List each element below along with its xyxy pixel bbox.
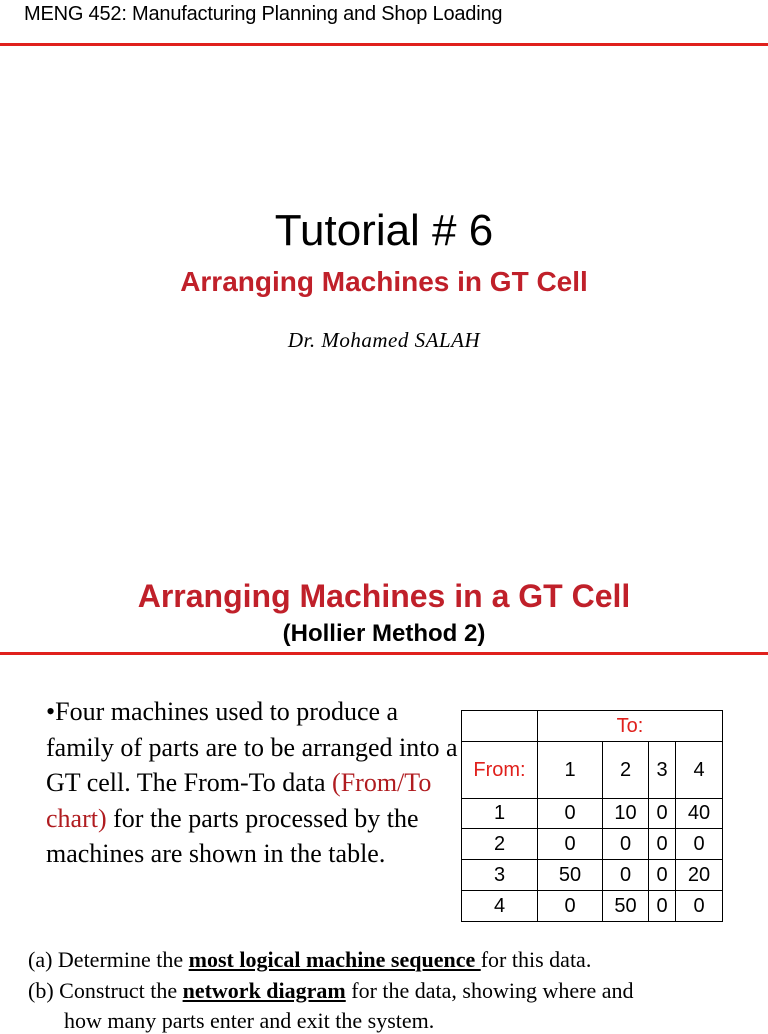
- table-row: [462, 860, 723, 891]
- question-b-keyword: network diagram: [182, 978, 346, 1003]
- table-cell: 0: [649, 860, 676, 891]
- question-b: [28, 978, 634, 1004]
- question-a: [28, 947, 591, 973]
- table-cell: 40: [676, 799, 723, 829]
- column-header: 3: [649, 742, 676, 799]
- question-a-keyword: most logical machine sequence: [188, 947, 481, 972]
- column-header: 4: [676, 742, 723, 799]
- bullet-paragraph: [46, 694, 461, 872]
- table-cell: 20: [676, 860, 723, 891]
- table-row: [462, 829, 723, 860]
- table-cell: 0: [676, 891, 723, 922]
- table-cell: 0: [538, 799, 603, 829]
- column-header: 2: [603, 742, 649, 799]
- table-cell: 0: [538, 829, 603, 860]
- table-row: [462, 799, 723, 829]
- table-cell: 0: [649, 891, 676, 922]
- header-divider: [0, 43, 768, 46]
- slide-subtitle: (Hollier Method 2): [282, 620, 486, 647]
- from-header: From:: [462, 742, 538, 799]
- table-cell: 0: [676, 829, 723, 860]
- from-to-chart-link: (From/To chart): [46, 768, 432, 833]
- bullet-text-start: •Four machines used to produce a family of parts are to be arranged into a GT cell. The From-To data: [46, 697, 458, 797]
- course-header: MENG 452: Manufacturing Planning and Shop Loading: [24, 3, 503, 25]
- question-b-suffix: for the data, showing where and: [345, 978, 634, 1003]
- table-cell: 0: [538, 891, 603, 922]
- bullet-text-end: for the parts processed by the machines are shown in the table.: [46, 803, 419, 868]
- slide-divider: [0, 652, 768, 655]
- tutorial-subtitle: Arranging Machines in GT Cell: [180, 266, 588, 297]
- table-corner-cell: [462, 711, 538, 742]
- table-row: [462, 891, 723, 922]
- question-b-continuation: how many parts enter and exit the system.: [64, 1008, 435, 1033]
- row-header: 2: [462, 829, 538, 860]
- row-header: 4: [462, 891, 538, 922]
- table-cell: 0: [603, 829, 649, 860]
- column-header: 1: [538, 742, 603, 799]
- row-header: 3: [462, 860, 538, 891]
- to-header: To:: [538, 711, 723, 742]
- table-cell: 0: [649, 829, 676, 860]
- from-to-table: [461, 710, 723, 922]
- author-name: Dr. Mohamed SALAH: [287, 328, 481, 352]
- table-cell: 50: [538, 860, 603, 891]
- tutorial-title: Tutorial # 6: [274, 206, 494, 255]
- question-b-prefix: (b) Construct the: [28, 978, 183, 1003]
- row-header: 1: [462, 799, 538, 829]
- table-cell: 0: [649, 799, 676, 829]
- slide-title: Arranging Machines in a GT Cell: [137, 578, 631, 614]
- question-a-suffix: for this data.: [480, 947, 592, 972]
- question-a-prefix: (a) Determine the: [28, 947, 189, 972]
- table-cell: 50: [603, 891, 649, 922]
- table-cell: 0: [603, 860, 649, 891]
- table-cell: 10: [603, 799, 649, 829]
